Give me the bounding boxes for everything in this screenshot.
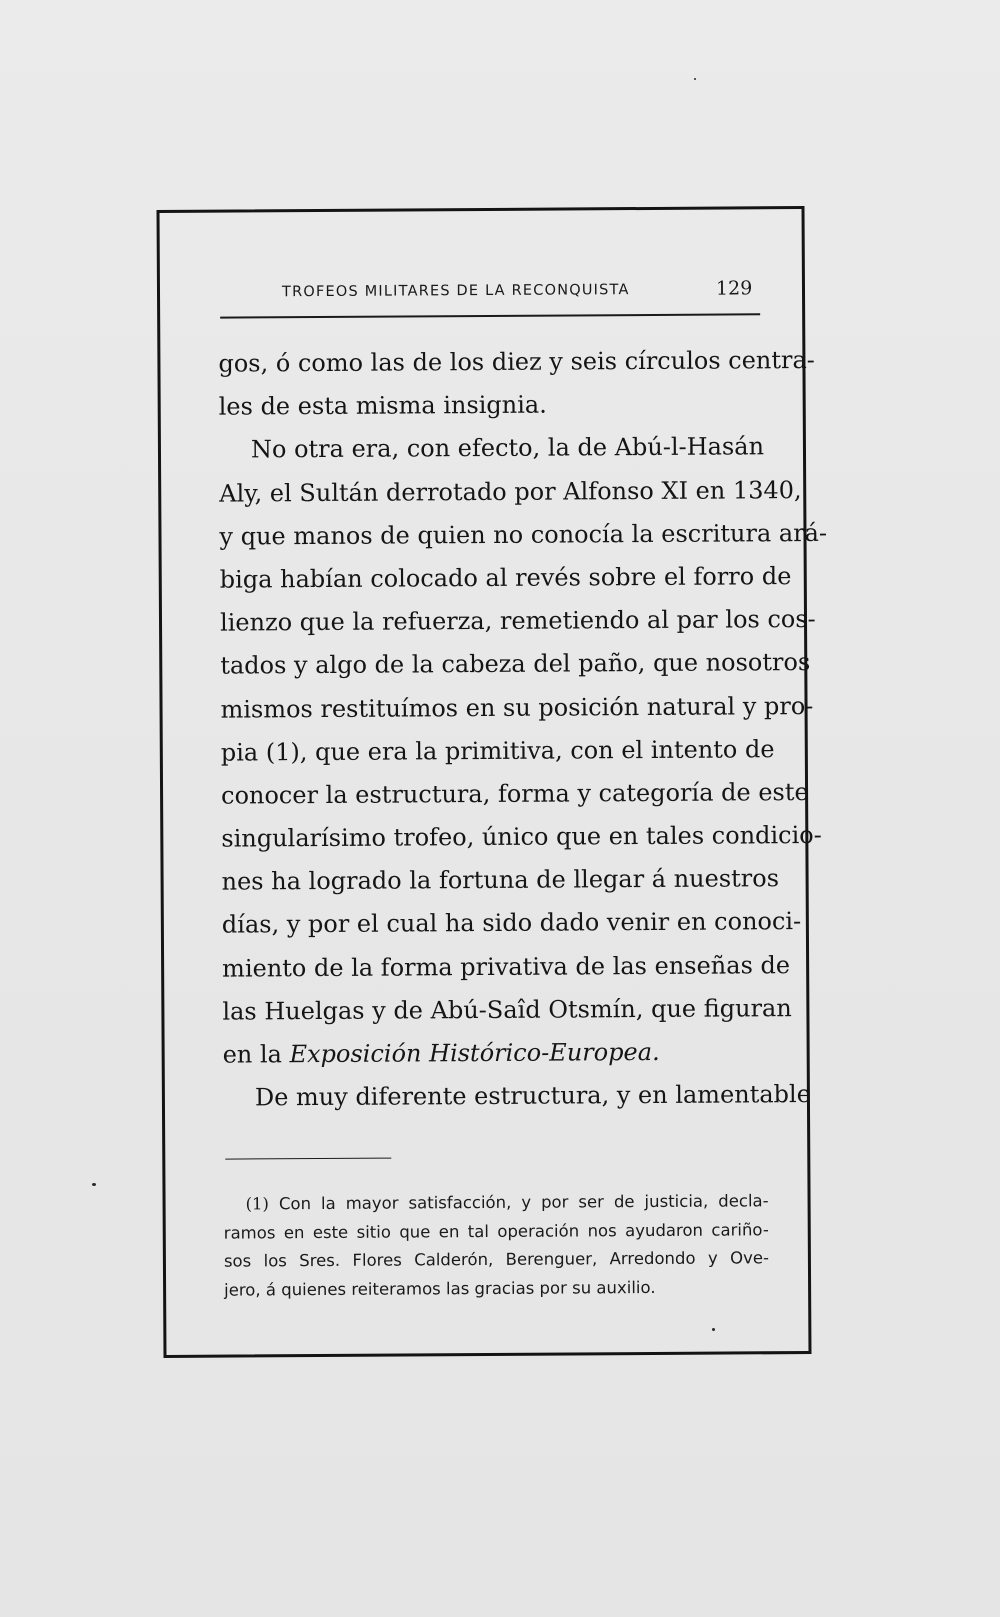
footnote-text: Con la mayor satisfacción, y por ser de justicia, decla-: [278, 1191, 769, 1214]
footnote-line: [223, 1187, 768, 1219]
text-line: y que manos de quien no conocía la escritura ará-: [219, 518, 828, 551]
page-border-frame: [156, 206, 828, 1358]
text-line: [223, 1030, 768, 1077]
text-line: tados y algo de la cabeza del paño, que nosotros: [220, 648, 811, 680]
text-line: singularísimo trofeo, único que en tales condicio-: [221, 821, 822, 853]
text-line: miento de la forma privativa de las enseñas de: [222, 950, 791, 983]
body-text: [218, 339, 828, 1120]
running-title: TROFEOS MILITARES DE LA RECONQUISTA: [281, 282, 630, 301]
text-line: biga habían colocado al revés sobre el forro de: [219, 562, 792, 594]
footnote-line: ramos en este sitio que en tal operación nos ayudaron cariño-: [223, 1219, 769, 1243]
ink-speck: [694, 78, 696, 80]
text-line: nes ha logrado la fortuna de llegar á nuestros: [221, 864, 780, 896]
header-rule: [220, 313, 760, 318]
text-line: No otra era, con efecto, la de Abú-l-Hasán: [250, 432, 765, 464]
ink-speck: [92, 1183, 96, 1186]
footnote: [223, 1187, 769, 1304]
text-line-prefix: en la: [222, 1040, 283, 1069]
text-line: las Huelgas y de Abú-Saîd Otsmín, que figuran: [222, 993, 792, 1026]
footnote-line: sos los Sres. Flores Calderón, Berenguer, Arredondo y Ove-: [223, 1248, 769, 1271]
text-line: lienzo que la refuerza, remetiendo al par los cos-: [219, 605, 816, 637]
text-line: gos, ó como las de los diez y seis círculos centra-: [218, 345, 815, 378]
text-line: Aly, el Sultán derrotado por Alfonso XI en 1340,: [219, 475, 802, 508]
text-line: mismos restituímos en su posición natural y pro-: [220, 691, 814, 724]
text-line: De muy diferente estructura, y en lamentable: [254, 1080, 811, 1112]
footnote-marker: (1): [245, 1194, 270, 1214]
footnote-line: jero, á quienes reiteramos las gracias por su auxilio.: [224, 1277, 656, 1300]
text-line: conocer la estructura, forma y categoría de este: [220, 777, 809, 810]
text-line: días, y por el cual ha sido dado venir en conoci-: [221, 907, 802, 940]
page-number: 129: [715, 277, 753, 300]
text-line: pia (1), que era la primitiva, con el intento de: [220, 734, 775, 767]
text-line: les de esta misma insignia.: [218, 390, 547, 421]
exhibition-title: Exposición Histórico-Europea.: [289, 1037, 660, 1069]
footnote-rule: [225, 1158, 391, 1160]
